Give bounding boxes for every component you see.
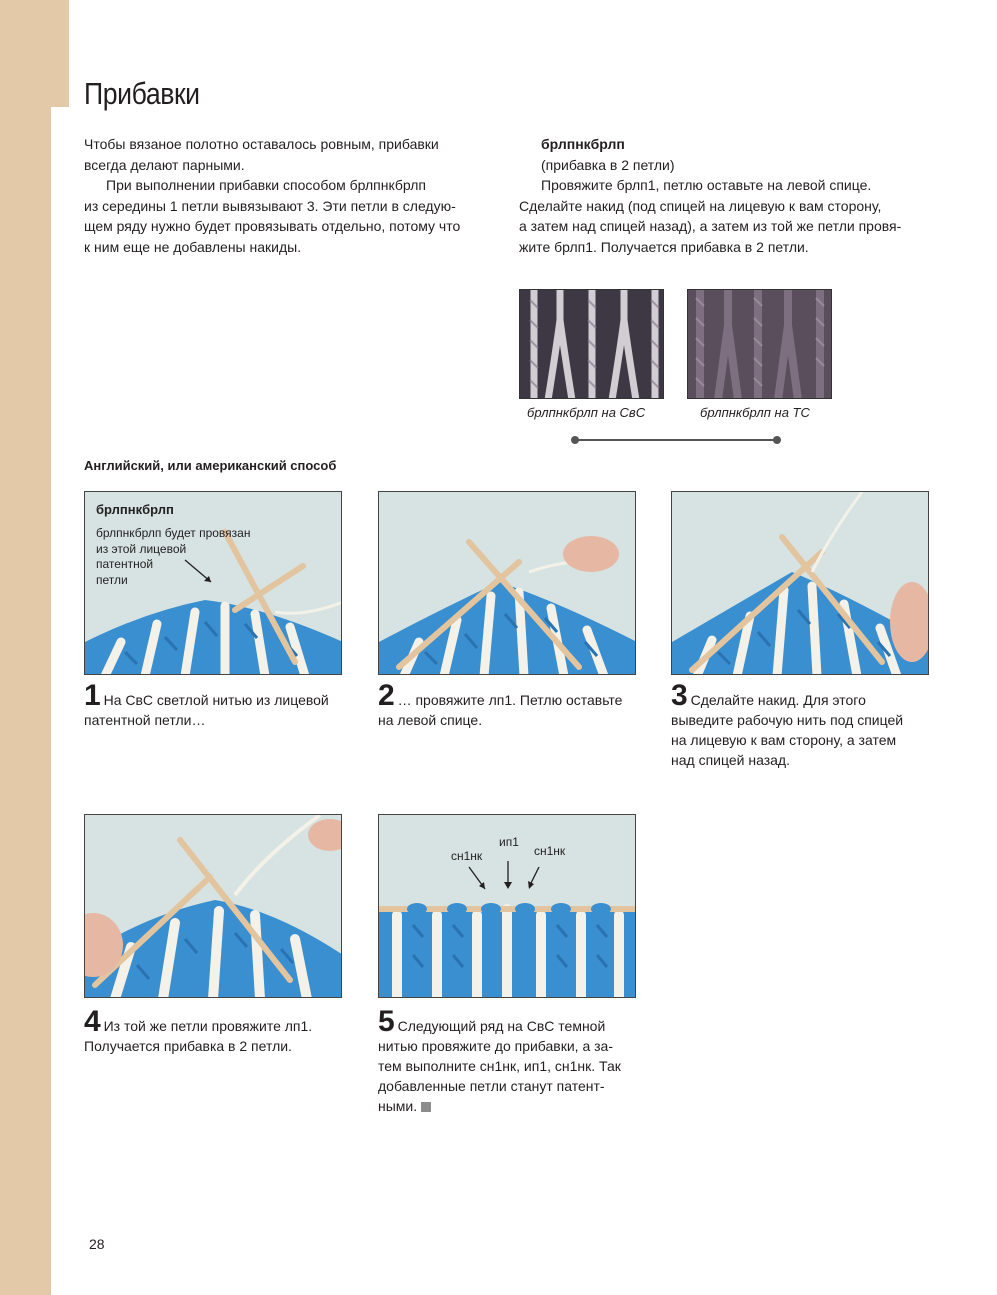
technique-title: брлпнкбрлп xyxy=(541,136,625,152)
step-line: Следующий ряд на СвС темной xyxy=(397,1018,606,1034)
swatch-photo-one-color xyxy=(687,289,832,399)
section-heading: Английский, или американский способ xyxy=(84,458,337,473)
technique-line: Провяжите брлп1, петлю оставьте на левой спице. xyxy=(541,177,872,193)
swatch-photo-two-color xyxy=(519,289,664,399)
page-title: Прибавки xyxy=(84,76,200,111)
step-line: На СвС светлой нитью из лицевой xyxy=(103,692,329,708)
photo1-note-line: брлпнкбрлп будет провязан xyxy=(96,526,251,540)
step-photo-5 xyxy=(378,814,636,998)
intro-line: всегда делают парными. xyxy=(84,156,245,173)
step-line: выведите рабочую нить под спицей xyxy=(671,712,904,728)
step-line: Из той же петли провяжите лп1. xyxy=(103,1018,313,1034)
step-line: патентной петли… xyxy=(84,712,206,728)
step-line: на левой спице. xyxy=(378,712,483,728)
step-line: ными. xyxy=(378,1098,418,1114)
photo1-note xyxy=(96,526,296,588)
intro-line: Чтобы вязаное полотно оставалось ровным, прибавки xyxy=(84,136,439,152)
photo1-note-line: патентной xyxy=(96,557,154,571)
connector-line xyxy=(575,439,777,441)
intro-line: щем ряду нужно будет провязывать отдельно, потому что xyxy=(84,218,461,234)
connector-dot xyxy=(773,436,781,444)
technique-description xyxy=(519,134,939,257)
step-2-text xyxy=(378,679,643,730)
step-photo-4 xyxy=(84,814,342,998)
technique-subtitle: (прибавка в 2 петли) xyxy=(541,156,675,173)
technique-line: жите брлп1. Получается прибавка в 2 петли. xyxy=(519,238,809,255)
step-line: над спицей назад. xyxy=(671,752,790,768)
step-line: на лицевую к вам сторону, а затем xyxy=(671,732,897,748)
page-number: 28 xyxy=(89,1236,105,1252)
step-photo-1 xyxy=(84,491,342,675)
step-line: нитью провяжите до прибавки, а за- xyxy=(378,1038,613,1054)
step-number: 5 xyxy=(378,1005,394,1038)
step-line: тем выполните сн1нк, ип1, сн1нк. Так xyxy=(378,1058,621,1074)
step-number: 4 xyxy=(84,1005,100,1038)
photo1-note-line: из этой лицевой xyxy=(96,541,187,556)
swatch-caption-right: брлпнкбрлп на ТС xyxy=(700,405,810,420)
connector-dot xyxy=(571,436,579,444)
intro-text xyxy=(84,134,504,257)
intro-line: При выполнении прибавки способом брлпнкбрлп xyxy=(106,177,426,193)
technique-line: Сделайте накид (под спицей на лицевую к вам сторону, xyxy=(519,197,882,214)
step-line: … провяжите лп1. Петлю оставьте xyxy=(397,692,623,708)
side-color-tab xyxy=(51,0,69,107)
step-4-text xyxy=(84,1005,349,1056)
photo1-label: брлпнкбрлп xyxy=(96,502,174,517)
technique-line: а затем над спицей назад), а затем из той же петли провя- xyxy=(519,218,902,234)
step-line: Получается прибавка в 2 петли. xyxy=(84,1038,292,1054)
swatch-connector xyxy=(571,436,781,444)
step-number: 2 xyxy=(378,679,394,712)
step-3-text xyxy=(671,679,936,770)
step-number: 1 xyxy=(84,679,100,712)
intro-line: к ним еще не добавлены накиды. xyxy=(84,238,302,255)
step-line: Сделайте накид. Для этого xyxy=(690,692,866,708)
annotation-sl1wyif-left: сн1нк xyxy=(451,849,483,863)
intro-line: из середины 1 петли вывязывают 3. Эти петли в следую- xyxy=(84,197,456,214)
step-photo-3 xyxy=(671,491,929,675)
step-line: добавленные петли станут патент- xyxy=(378,1078,605,1094)
step-5-text xyxy=(378,1005,643,1116)
step-number: 3 xyxy=(671,679,687,712)
annotation-ip1: ип1 xyxy=(499,835,519,849)
photo1-note-line: петли xyxy=(96,572,128,587)
step-photo-2 xyxy=(378,491,636,675)
end-marker xyxy=(421,1102,431,1112)
step-1-text xyxy=(84,679,349,730)
swatch-caption-left: брлпнкбрлп на СвС xyxy=(527,405,646,420)
annotation-sl1wyif-right: сн1нк xyxy=(534,844,566,858)
side-color-band xyxy=(0,0,51,1295)
